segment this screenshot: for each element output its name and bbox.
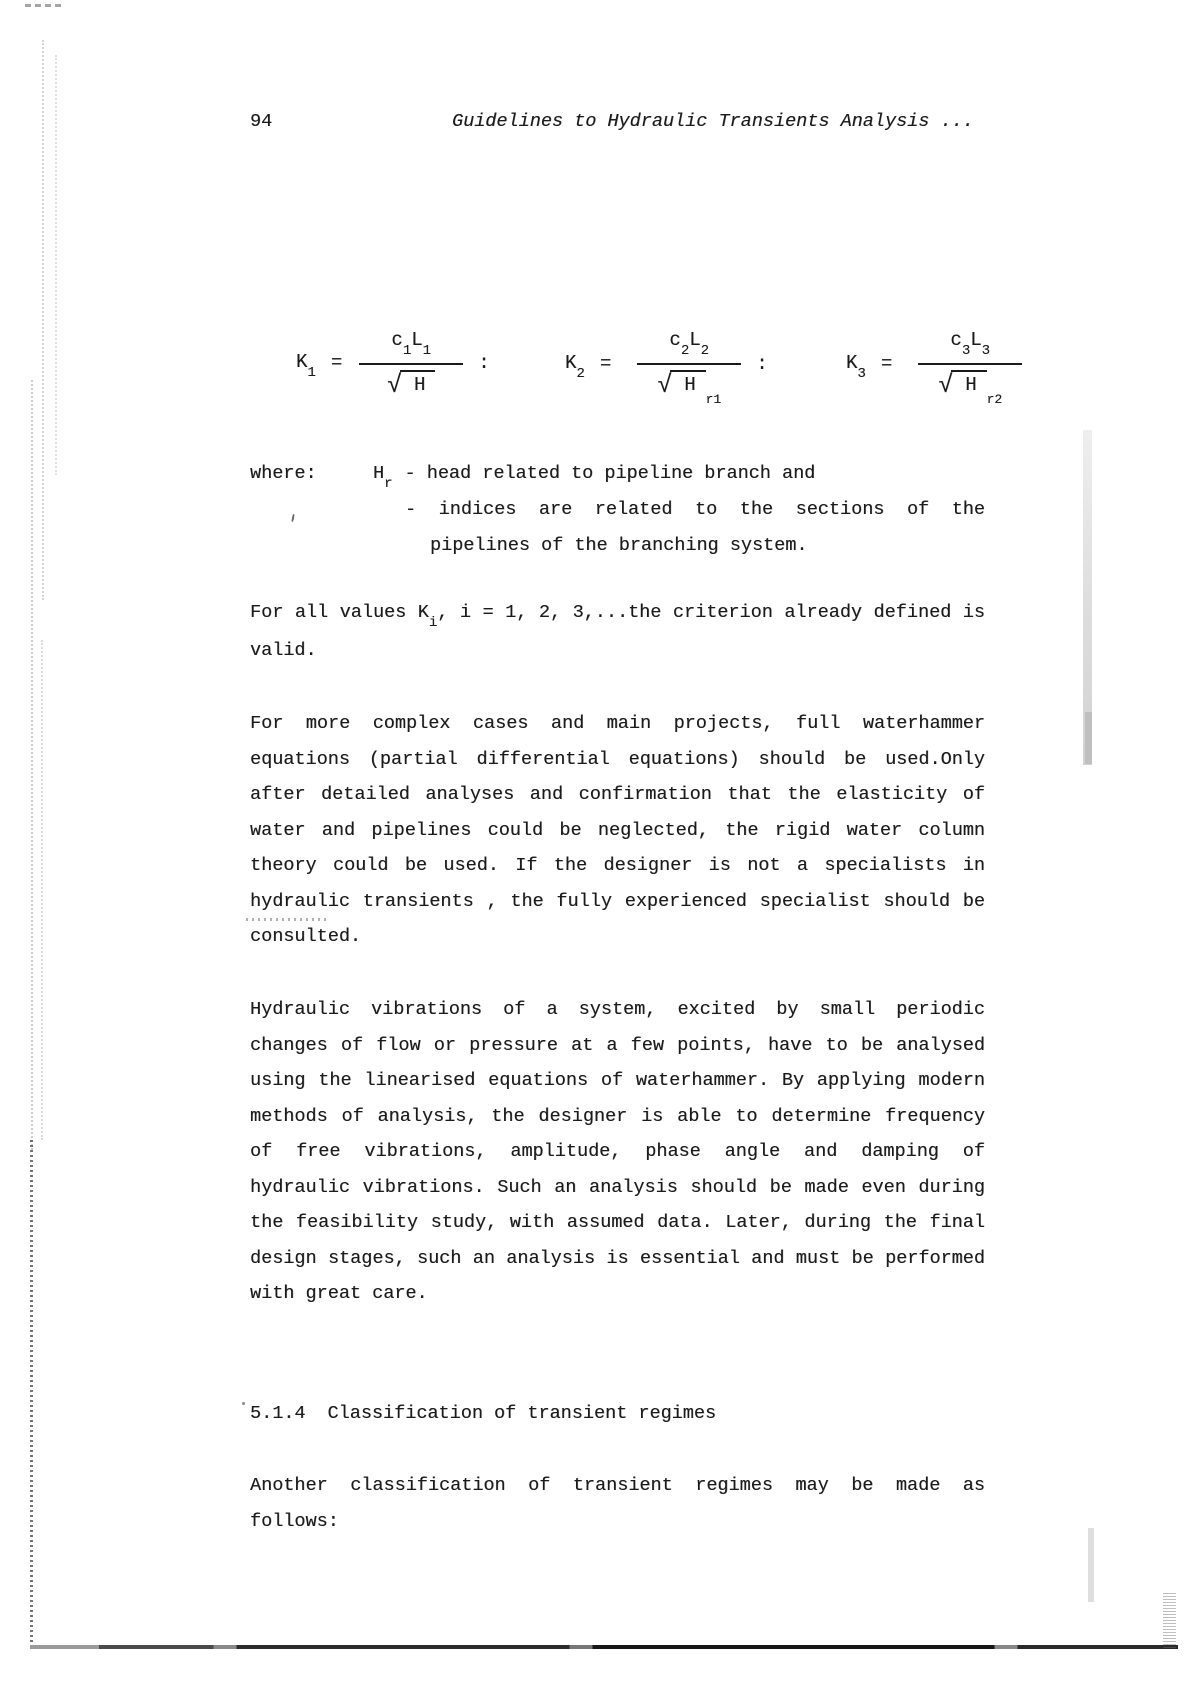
equals-sign: =: [880, 352, 893, 375]
formula-k1: [296, 328, 490, 400]
paragraph-line: Hydraulic vibrations of a system, excited by small periodic: [250, 999, 985, 1020]
subscript: 2: [576, 365, 585, 382]
subscript: 1: [402, 343, 412, 359]
paragraph-line: valid.: [250, 639, 317, 661]
where-line-pipelines: pipelines of the branching system.: [430, 535, 808, 556]
paragraph-line: using the linearised equations of waterhammer. By applying modern: [250, 1070, 985, 1091]
radical-sign: √: [938, 371, 954, 400]
subscript: 3: [857, 365, 866, 382]
fraction-denominator: [918, 365, 1022, 407]
scan-artifact-right-gray-mark: [1085, 712, 1092, 764]
where-line-text: - head related to pipeline branch and: [404, 463, 816, 484]
paragraph-line: For all values Ki, i = 1, 2, 3,...the criterion already defined is: [250, 595, 985, 633]
fraction: [359, 328, 463, 400]
subscript: 2: [700, 343, 710, 359]
scan-artifact-speck: [242, 1402, 245, 1405]
formula-lhs: K2: [565, 351, 585, 377]
scan-artifact-left-speckle-line: [30, 1140, 33, 1648]
fraction-numerator: c1L1: [359, 328, 463, 365]
paragraph-line: methods of analysis, the designer is able to determine frequency: [250, 1105, 985, 1127]
scan-artifact-bottom-edge-line: [30, 1645, 1178, 1649]
section-heading: [250, 1396, 716, 1432]
formula-k3: [846, 328, 1037, 407]
scan-artifact-left-dotted-line: [42, 40, 44, 600]
formula-separator: :: [478, 351, 490, 374]
symbol-h: H: [373, 463, 385, 484]
subscript: 3: [981, 343, 991, 359]
subscript: r: [384, 476, 393, 492]
paragraph-line: the feasibility study, with assumed data. Later, during the final: [250, 1212, 985, 1233]
radical-vinculum: H: [670, 370, 705, 397]
running-header-title: Guidelines to Hydraulic Transients Analysis ...: [452, 111, 974, 132]
paragraph-line: theory could be used. If the designer is not a specialists in: [250, 855, 985, 876]
paragraph-another-classification: [250, 1468, 985, 1539]
paragraph-line: with great care.: [250, 1283, 428, 1304]
paragraph-line: hydraulic transients , the fully experienced specialist should be: [250, 890, 985, 912]
formula-k2: [565, 328, 768, 407]
fraction: [637, 328, 741, 407]
equals-sign: =: [599, 352, 612, 375]
subscript: 1: [307, 364, 316, 381]
radical-vinculum: H: [951, 370, 986, 397]
section-title: Classification of transient regimes: [327, 1403, 717, 1424]
subscript: i: [428, 615, 438, 631]
subscript: r2: [986, 392, 1003, 407]
paragraph-line: of free vibrations, amplitude, phase angle and damping of: [250, 1141, 985, 1162]
radical-vinculum: H: [400, 370, 435, 397]
fraction-numerator: c2L2: [637, 328, 741, 365]
subscript: 1: [422, 343, 432, 359]
paragraph-line: consulted.: [250, 926, 362, 947]
fraction: [918, 328, 1022, 407]
radical-sign: √: [657, 371, 673, 400]
scan-artifact-left-dotted-line: [41, 640, 43, 1140]
scan-artifact-right-gray-band: [1083, 430, 1092, 765]
where-definition-block: [250, 456, 985, 571]
radical-sign: √: [387, 371, 403, 400]
scan-artifact-corner-smudge: [1163, 1592, 1176, 1648]
formula-separator: :: [756, 352, 768, 375]
scan-artifact-top-dashed-line: [25, 4, 61, 7]
paragraph-hydraulic-vibrations: [250, 992, 985, 1312]
paragraph-line: design stages, such an analysis is essential and must be performed: [250, 1247, 985, 1269]
subscript: 2: [680, 343, 690, 359]
paragraph-line: Another classification of transient regimes may be made as: [250, 1475, 985, 1496]
paragraph-line: water and pipelines could be neglected, the rigid water column: [250, 819, 985, 841]
page-number: 94: [250, 111, 273, 132]
where-label: where:: [250, 463, 317, 484]
paragraph-line: follows:: [250, 1510, 339, 1532]
paragraph-values-criterion: [250, 595, 985, 668]
fraction-denominator: [637, 365, 741, 407]
subscript: 3: [961, 343, 971, 359]
scan-artifact-left-dotted-line: [31, 380, 33, 1150]
paragraph-line: after detailed analyses and confirmation that the elasticity of: [250, 784, 985, 805]
fraction-numerator: c3L3: [918, 328, 1022, 365]
formula-lhs: K1: [296, 350, 316, 376]
fraction-denominator: [359, 365, 463, 400]
equals-sign: =: [330, 351, 343, 374]
where-line-symbol: [373, 456, 815, 494]
subscript: r1: [705, 392, 722, 407]
scan-artifact-right-gray-band: [1088, 1528, 1094, 1602]
paragraph-line: changes of flow or pressure at a few points, have to be analysed: [250, 1034, 985, 1056]
section-number: 5.1.4: [250, 1403, 306, 1424]
where-line-indices: - indices are related to the sections of the: [405, 499, 985, 520]
paragraph-complex-cases: [250, 706, 985, 955]
paragraph-line: For more complex cases and main projects, full waterhammer: [250, 713, 985, 734]
scan-artifact-left-dotted-line: [55, 55, 57, 475]
paragraph-line: hydraulic vibrations. Such an analysis should be made even during: [250, 1176, 985, 1198]
formula-lhs: K3: [846, 351, 866, 377]
paragraph-line: equations (partial differential equations) should be used.Only: [250, 748, 985, 770]
